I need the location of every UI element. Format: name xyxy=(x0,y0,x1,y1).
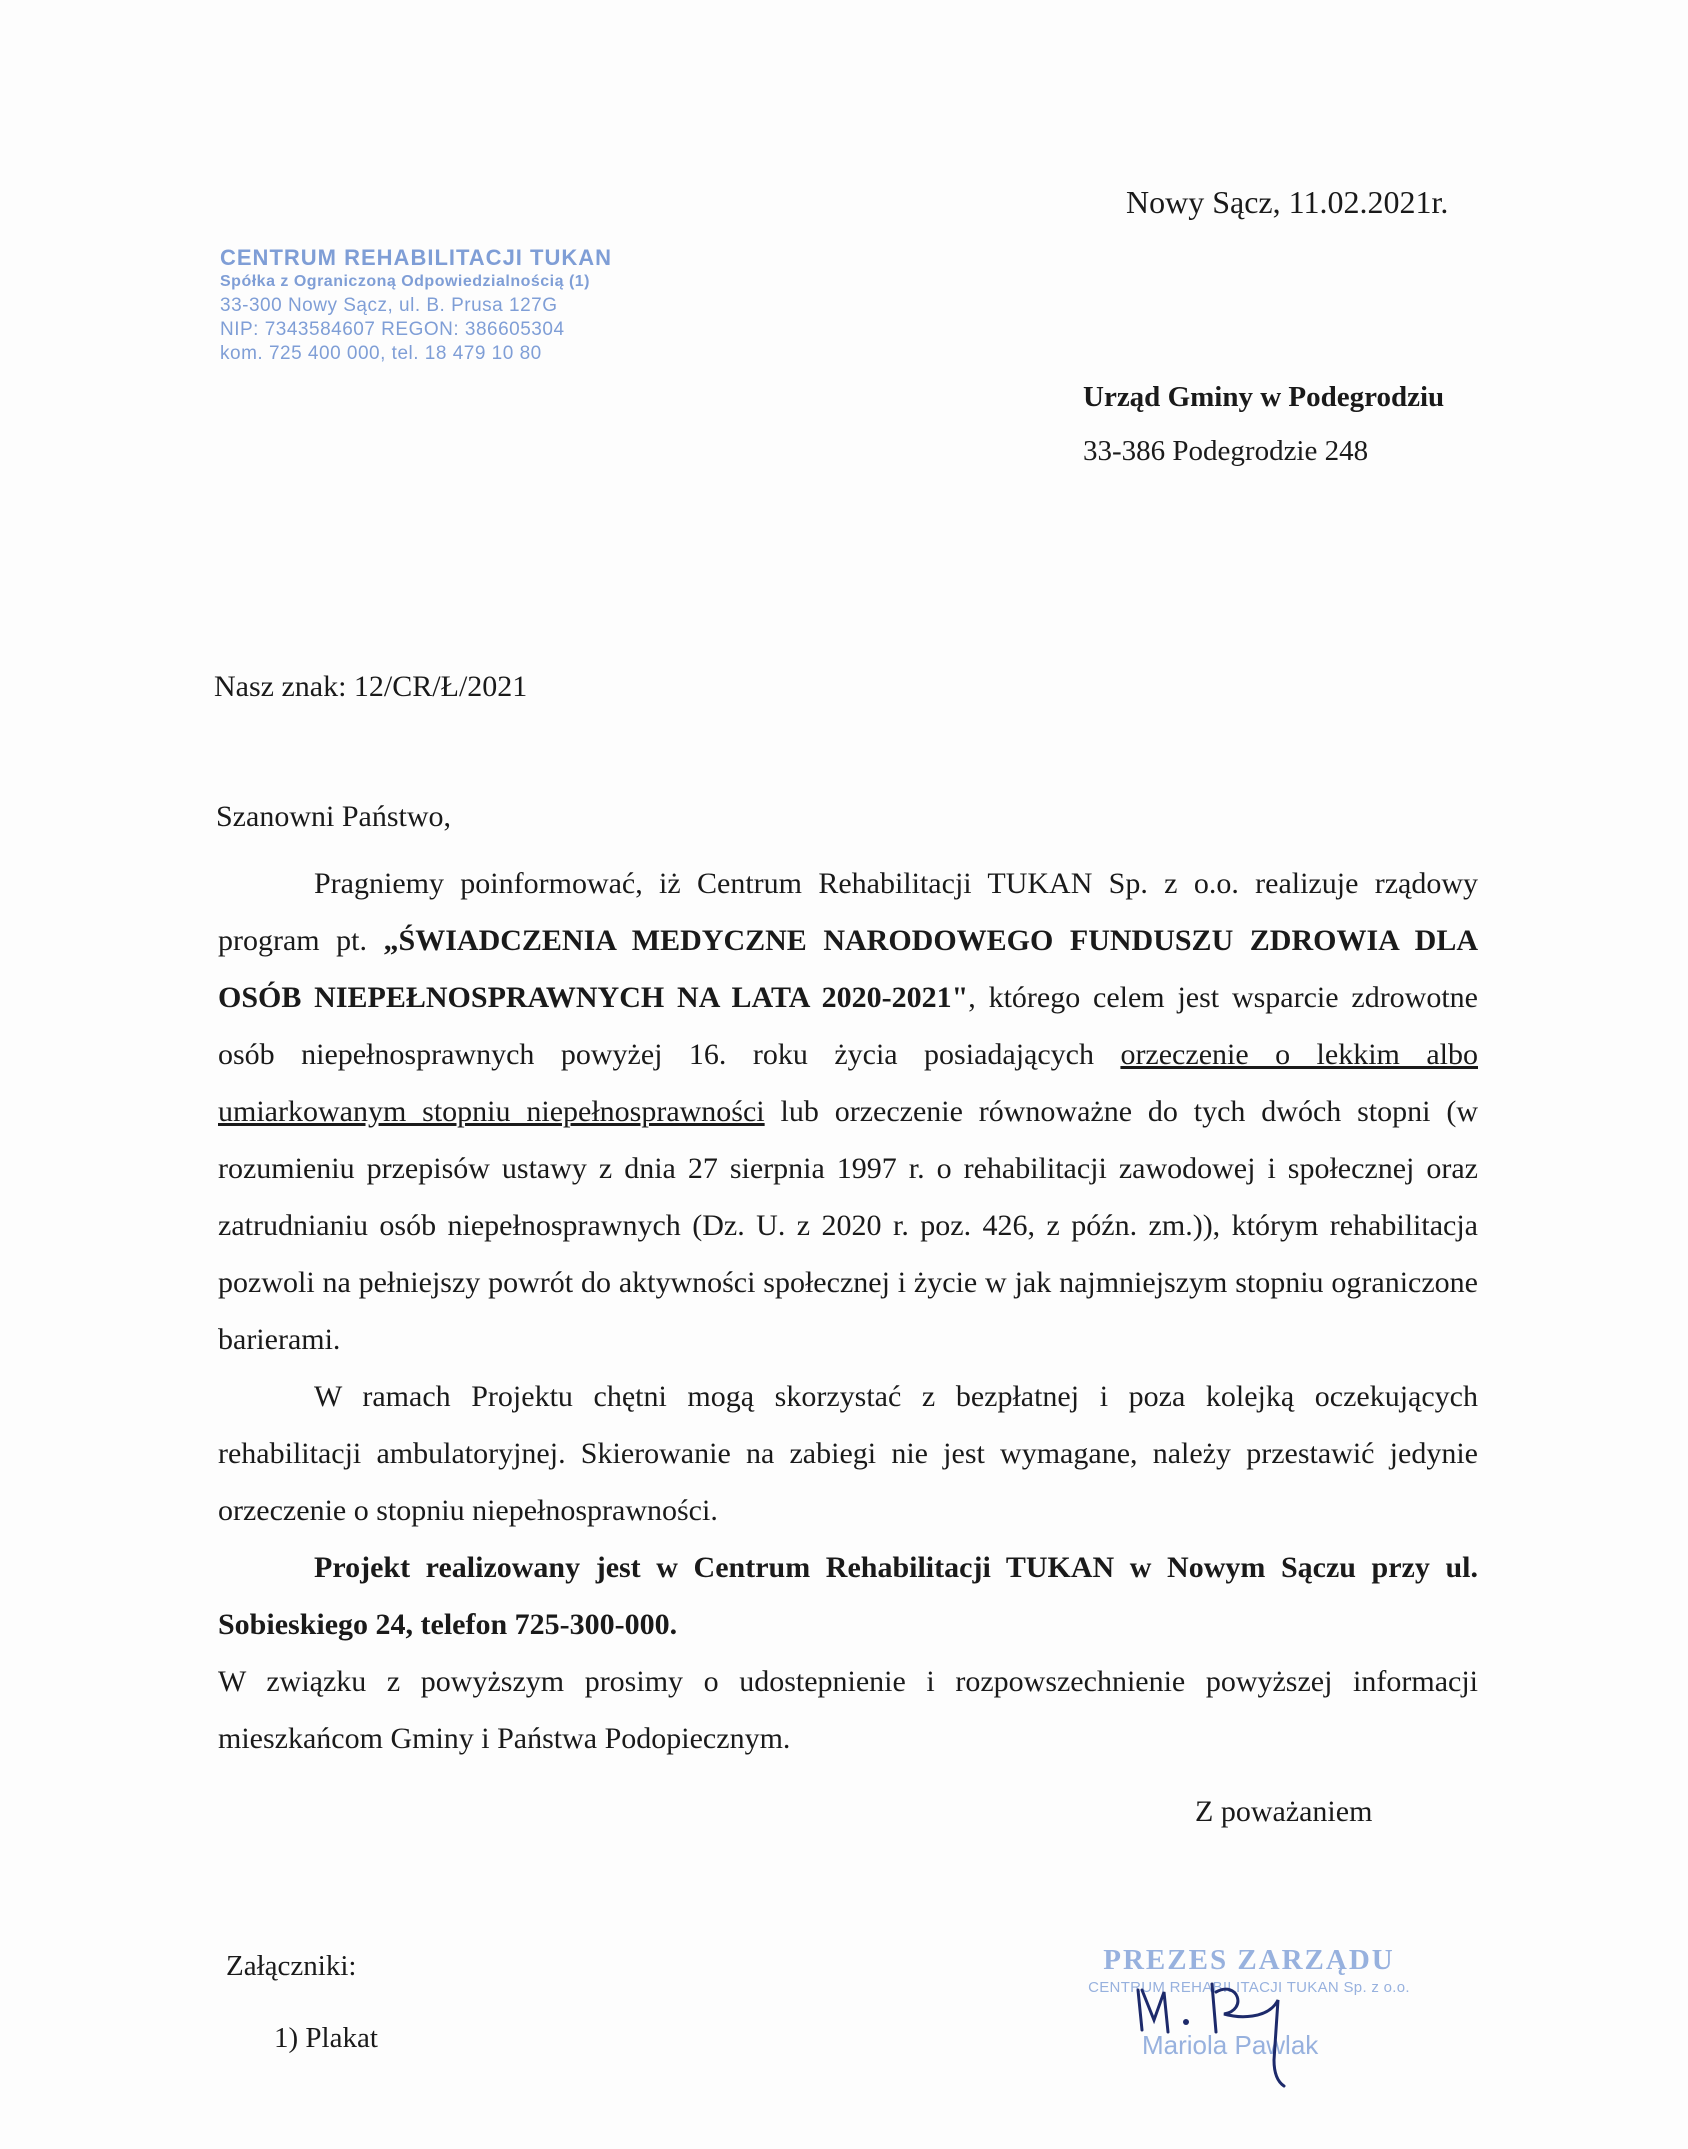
paragraph-1-mid: , którego celem jest wsparcie zdrowotne osób niepełnosprawnych powyżej 16. roku życia posiadających xyxy=(218,981,1478,1071)
signature-stamp-person: Mariola Pawlak xyxy=(1142,2030,1319,2060)
attachments xyxy=(226,1930,378,2074)
letter-date: Nowy Sącz, 11.02.2021r. xyxy=(1126,184,1449,220)
signature-stamp-title: PREZES ZARZĄDU xyxy=(1103,1944,1395,1976)
stamp-ids: NIP: 7343584607 REGON: 386605304 xyxy=(220,319,565,340)
paragraph-1-end: lub orzeczenie równoważne do tych dwóch stopni (w rozumieniu przepisów ustawy z dnia 27 sierpnia 1997 r. o rehabilitacji zawodowej i społecznej oraz zatrudnianiu osób niepełnosprawnych (Dz. U. z 2020 r. poz. 426, z późn. zm.)), którym rehabilitacja pozwoli na pełniejszy powrót do aktywności społecznej i życie w jak najmniejszym stopniu ograniczone barierami. xyxy=(218,1095,1478,1356)
signature-stamp-org: CENTRUM REHABILITACJI TUKAN Sp. z o.o. xyxy=(1088,1979,1410,1996)
paragraph-1-intro: Pragniemy poinformować, iż Centrum Rehabilitacji TUKAN Sp. z o.o. realizuje rządowy program pt. xyxy=(218,867,1478,957)
salutation: Szanowni Państwo, xyxy=(216,800,451,833)
closing: Z poważaniem xyxy=(1195,1795,1373,1828)
recipient-name: Urząd Gminy w Podegrodziu xyxy=(1083,381,1445,413)
reference-number: Nasz znak: 12/CR/Ł/2021 xyxy=(214,670,528,703)
stamp-address: 33-300 Nowy Sącz, ul. B. Prusa 127G xyxy=(220,295,558,316)
attachment-item: 1) Plakat xyxy=(274,2022,378,2054)
attachments-label: Załączniki: xyxy=(226,1950,357,1982)
stamp-legal-form: Spółka z Ograniczoną Odpowiedzialnością (1) xyxy=(220,273,591,290)
underlined-requirement: orzeczenie o lekkim albo umiarkowanym stopniu niepełnosprawności xyxy=(218,1038,1478,1128)
sender-stamp xyxy=(220,246,612,366)
paragraph-4: W związku z powyższym prosimy o udostepnienie i rozpowszechnienie powyższej informacji mieszkańcom Gminy i Państwa Podopiecznym. xyxy=(218,1665,1478,1755)
stamp-phones: kom. 725 400 000, tel. 18 479 10 80 xyxy=(220,343,542,364)
stamp-company-name: CENTRUM REHABILITACJI TUKAN xyxy=(220,245,613,270)
paragraph-2: W ramach Projektu chętni mogą skorzystać z bezpłatnej i poza kolejką oczekujących rehabilitacji ambulatoryjnej. Skierowanie na zabiegi nie jest wymagane, należy przestawić jedynie orzeczenie o stopniu niepełnosprawności. xyxy=(218,1380,1478,1527)
program-name: „ŚWIADCZENIA MEDYCZNE NARODOWEGO FUNDUSZU ZDROWIA DLA OSÓB NIEPEŁNOSPRAWNYCH NA LATA 2020-2021" xyxy=(218,924,1478,1014)
letter-body xyxy=(218,855,1478,1767)
recipient-block xyxy=(1083,370,1444,478)
handwritten-signature xyxy=(1128,1970,1328,2090)
paragraph-3: Projekt realizowany jest w Centrum Rehabilitacji TUKAN w Nowym Sączu przy ul. Sobieskiego 24, telefon 725-300-000. xyxy=(218,1551,1478,1641)
recipient-address: 33-386 Podegrodzie 248 xyxy=(1083,435,1369,467)
paragraph-1 xyxy=(218,855,1478,1368)
